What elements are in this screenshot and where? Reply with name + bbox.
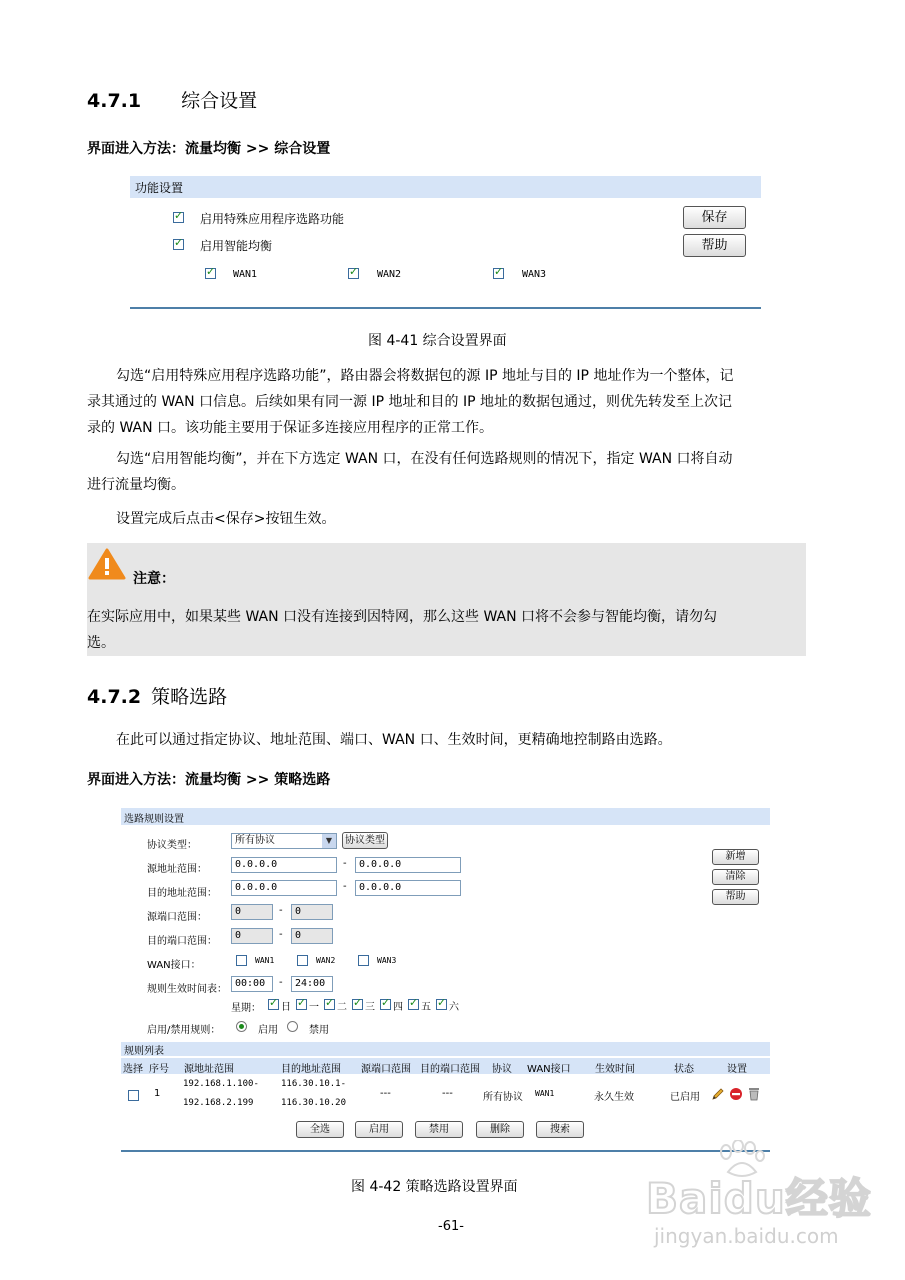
search-button[interactable]: 搜索 — [536, 1121, 584, 1138]
paragraph-save-hint: 设置完成后点击<保存>按钮生效。 — [116, 511, 336, 527]
section-heading-472 — [87, 682, 227, 709]
src-port-start-input[interactable]: 0 — [231, 904, 273, 920]
row-protocol: 所有协议 — [483, 1092, 523, 1103]
range-dash: - — [279, 905, 283, 916]
checkbox-day-mon[interactable] — [296, 999, 307, 1010]
watermark — [640, 1140, 880, 1260]
range-dash: - — [279, 977, 283, 988]
dst-port-start-input[interactable]: 0 — [231, 928, 273, 944]
checkbox-rule-wan3[interactable] — [358, 955, 369, 966]
label-disable: 禁用 — [309, 1025, 329, 1036]
checkbox-day-sat[interactable] — [436, 999, 447, 1010]
col-src-addr: 源地址范围 — [184, 1064, 234, 1075]
label-day-wed: 三 — [365, 1002, 375, 1013]
label-weekdays: 星期： — [231, 1003, 261, 1014]
add-rule-button[interactable]: 新增 — [712, 849, 759, 865]
chevron-down-icon: ▼ — [322, 834, 336, 848]
help-button[interactable]: 帮助 — [712, 889, 759, 905]
select-all-button[interactable]: 全选 — [296, 1121, 344, 1138]
col-dst-addr: 目的地址范围 — [281, 1064, 341, 1075]
disable-button[interactable]: 禁用 — [415, 1121, 463, 1138]
label-day-fri: 五 — [421, 1002, 431, 1013]
col-wan: WAN接口 — [527, 1064, 571, 1075]
rule-list-header — [121, 1042, 770, 1056]
watermark-logo: Baidu经验 — [646, 1174, 872, 1223]
edit-pencil-icon[interactable] — [711, 1087, 725, 1101]
save-button[interactable]: 保存 — [683, 206, 746, 229]
row-dst-end: 116.30.10.20 — [281, 1098, 347, 1108]
label-day-mon: 一 — [309, 1002, 319, 1013]
panel-bottom-rule — [130, 307, 761, 309]
trash-icon[interactable] — [747, 1086, 761, 1101]
note-text: 在实际应用中，如果某些 WAN 口没有连接到因特网，那么这些 WAN 口将不会参与智能均衡，请勿勾 选。 — [87, 609, 718, 651]
dst-addr-end-input[interactable]: 0.0.0.0 — [355, 880, 461, 896]
checkbox-special-app[interactable] — [173, 212, 184, 223]
table-row — [121, 1076, 770, 1114]
checkbox-rule-wan1[interactable] — [236, 955, 247, 966]
section-heading-471 — [87, 86, 257, 113]
radio-enable[interactable] — [236, 1021, 247, 1032]
col-dst-port: 目的端口范围 — [420, 1064, 480, 1075]
checkbox-day-thu[interactable] — [380, 999, 391, 1010]
label-protocol: 协议类型： — [147, 840, 197, 851]
rule-list-title: 规则列表 — [124, 1046, 164, 1057]
src-addr-start-input[interactable]: 0.0.0.0 — [231, 857, 337, 873]
label-dst-addr: 目的地址范围： — [147, 888, 217, 899]
label-rule-wan1: WAN1 — [255, 956, 275, 965]
row-src-start: 192.168.1.100- — [183, 1079, 259, 1089]
paragraph-smart-balance: 勾选“启用智能均衡”，并在下方选定 WAN 口，在没有任何选路规则的情况下，指定 WAN 口将自动 进行流量均衡。 — [87, 451, 733, 493]
figure-caption-441: 图 4-41 综合设置界面 — [368, 333, 507, 349]
label-day-sat: 六 — [449, 1002, 459, 1013]
nav-path: 界面进入方法：流量均衡 >> 策略选路 — [87, 772, 331, 788]
range-dash: - — [279, 929, 283, 940]
label-enable-rule: 启用/禁用规则： — [147, 1025, 221, 1036]
checkbox-day-sun[interactable] — [268, 999, 279, 1010]
delete-button[interactable]: 删除 — [476, 1121, 524, 1138]
protocol-type-button[interactable]: 协议类型 — [342, 832, 388, 849]
row-dst-port: --- — [442, 1088, 453, 1099]
section-title: 综合设置 — [181, 90, 258, 112]
range-dash: - — [343, 881, 347, 892]
label-day-sun: 日 — [281, 1002, 291, 1013]
row-select-checkbox[interactable] — [128, 1090, 139, 1101]
paragraph-intro: 在此可以通过指定协议、地址范围、端口、WAN 口、生效时间，更精确地控制路由选路。 — [116, 732, 672, 748]
label-src-addr: 源地址范围： — [147, 864, 207, 875]
range-dash: - — [343, 858, 347, 869]
section-number: 4.7.2 — [87, 686, 142, 708]
dst-addr-start-input[interactable]: 0.0.0.0 — [231, 880, 337, 896]
note-title: 注意： — [133, 571, 175, 587]
radio-disable[interactable] — [287, 1021, 298, 1032]
checkbox-wan2[interactable] — [348, 268, 359, 279]
page-number: -61- — [438, 1219, 464, 1234]
src-port-end-input[interactable]: 0 — [291, 904, 333, 920]
note-box — [87, 543, 806, 656]
label-smart-balance: 启用智能均衡 — [200, 239, 273, 253]
checkbox-rule-wan2[interactable] — [297, 955, 308, 966]
checkbox-day-wed[interactable] — [352, 999, 363, 1010]
watermark-url: jingyan.baidu.com — [654, 1224, 839, 1248]
warning-icon — [88, 548, 126, 580]
disable-icon[interactable] — [729, 1087, 743, 1101]
col-src-port: 源端口范围 — [361, 1064, 411, 1075]
panel-header — [121, 808, 770, 825]
table-header-row — [121, 1058, 770, 1074]
paragraph-special-app: 勾选“启用特殊应用程序选路功能”，路由器会将数据包的源 IP 地址与目的 IP 地址作为一个整体，记 录其通过的 WAN 口信息。后续如果有同一源 IP 地址和目的 IP 地址的数据包通过，则优先转发至上次记 录的 WAN 口。该功能主要用于保证多连接应用程序的正常工作。 — [87, 368, 734, 436]
row-dst-start: 116.30.10.1- — [281, 1079, 347, 1089]
label-rule-wan3: WAN3 — [377, 956, 397, 965]
col-status: 状态 — [674, 1064, 694, 1075]
help-button[interactable]: 帮助 — [683, 234, 746, 257]
checkbox-day-fri[interactable] — [408, 999, 419, 1010]
checkbox-day-tue[interactable] — [324, 999, 335, 1010]
label-rule-wan2: WAN2 — [316, 956, 336, 965]
label-dst-port: 目的端口范围： — [147, 936, 217, 947]
row-index: 1 — [154, 1088, 161, 1099]
label-wan2: WAN2 — [377, 269, 402, 280]
label-schedule: 规则生效时间表： — [147, 984, 227, 995]
src-addr-end-input[interactable]: 0.0.0.0 — [355, 857, 461, 873]
label-wan: WAN接口： — [147, 960, 201, 971]
row-wan: WAN1 — [535, 1089, 555, 1098]
section-title: 策略选路 — [151, 686, 228, 708]
row-status: 已启用 — [670, 1092, 700, 1103]
protocol-select[interactable]: 所有协议 ▼ — [231, 833, 337, 849]
label-special-app: 启用特殊应用程序选路功能 — [200, 212, 345, 226]
col-protocol: 协议 — [492, 1064, 512, 1075]
label-wan3: WAN3 — [522, 269, 547, 280]
checkbox-wan3[interactable] — [493, 268, 504, 279]
row-src-port: --- — [380, 1088, 391, 1099]
checkbox-smart-balance[interactable] — [173, 239, 184, 250]
nav-path: 界面进入方法：流量均衡 >> 综合设置 — [87, 141, 331, 157]
enable-button[interactable]: 启用 — [355, 1121, 403, 1138]
label-day-tue: 二 — [337, 1002, 347, 1013]
clear-button[interactable]: 清除 — [712, 869, 759, 885]
figure-caption-442: 图 4-42 策略选路设置界面 — [351, 1179, 518, 1195]
label-wan1: WAN1 — [233, 269, 258, 280]
dst-port-end-input[interactable]: 0 — [291, 928, 333, 944]
panel-title: 选路规则设置 — [124, 814, 184, 825]
panel-title: 功能设置 — [135, 181, 184, 195]
col-index: 序号 — [149, 1064, 169, 1075]
col-select: 选择 — [123, 1064, 143, 1075]
col-time: 生效时间 — [595, 1064, 635, 1075]
checkbox-wan1[interactable] — [205, 268, 216, 279]
col-settings: 设置 — [727, 1064, 747, 1075]
row-src-end: 192.168.2.199 — [183, 1098, 254, 1108]
label-src-port: 源端口范围： — [147, 912, 207, 923]
label-day-thu: 四 — [393, 1002, 403, 1013]
row-time: 永久生效 — [594, 1092, 634, 1103]
label-enable: 启用 — [258, 1025, 278, 1036]
section-number: 4.7.1 — [87, 90, 142, 112]
time-start-input[interactable]: 00:00 — [231, 976, 273, 992]
time-end-input[interactable]: 24:00 — [291, 976, 333, 992]
panel-header — [130, 176, 761, 198]
